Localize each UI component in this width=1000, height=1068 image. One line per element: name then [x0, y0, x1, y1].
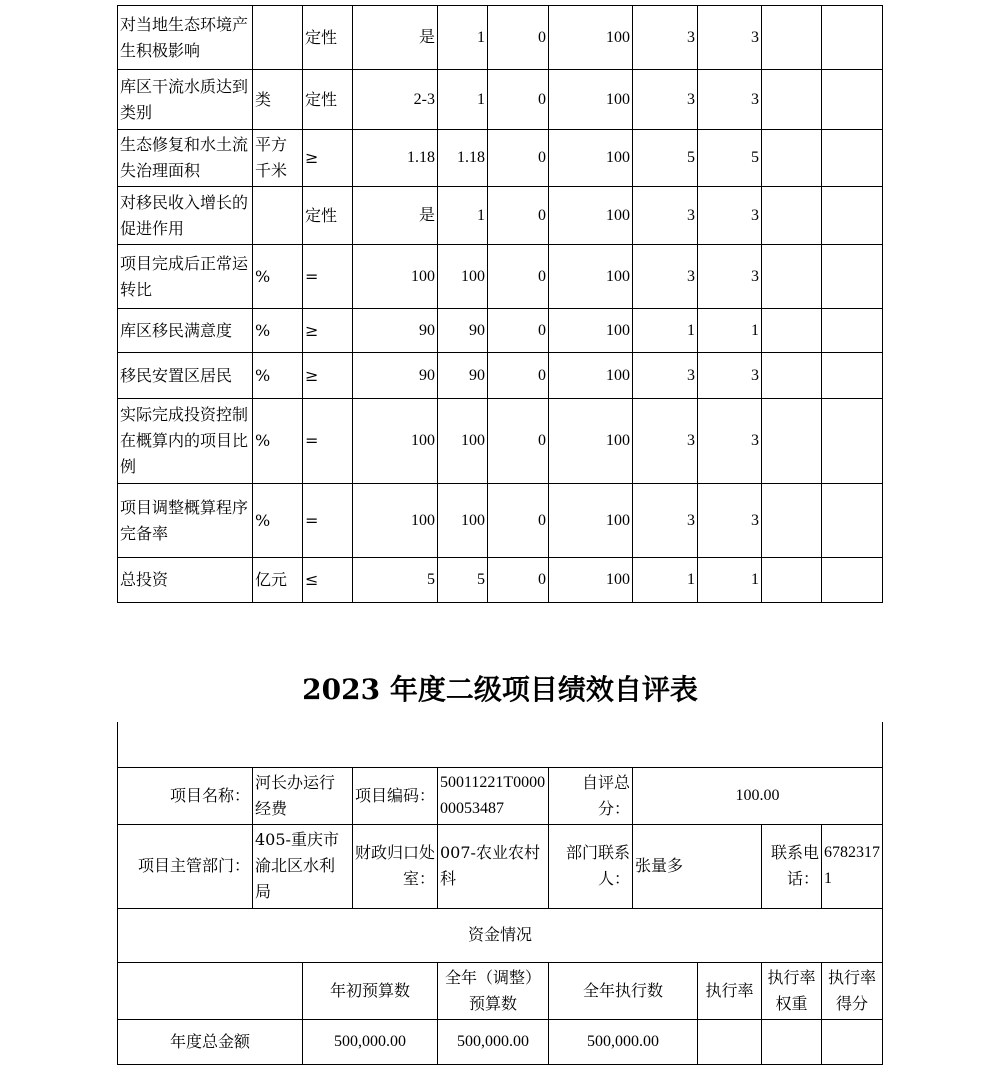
indicator-actual: 90	[438, 353, 488, 399]
indicator-operator: 定性	[303, 70, 353, 130]
indicator-empty-cell	[762, 245, 822, 309]
indicator-score: 3	[698, 484, 762, 558]
indicator-row	[118, 245, 883, 309]
indicator-actual: 90	[438, 309, 488, 353]
indicator-operator: =	[303, 245, 353, 309]
indicator-score: 1	[698, 558, 762, 603]
indicator-name: 对移民收入增长的促进作用	[118, 187, 253, 245]
indicator-table	[117, 5, 883, 603]
indicator-deviation: 0	[488, 309, 549, 353]
indicator-unit	[253, 6, 303, 70]
indicator-operator: =	[303, 399, 353, 484]
page-title: 2023 年度二级项目绩效自评表	[302, 673, 698, 706]
indicator-actual: 1	[438, 70, 488, 130]
office-value: 007-农业农村科	[438, 824, 549, 908]
indicator-empty-cell	[822, 353, 883, 399]
indicator-empty-cell	[822, 309, 883, 353]
indicator-weight: 3	[633, 6, 698, 70]
header-initial: 年初预算数	[303, 962, 438, 1019]
funds-section-row	[118, 908, 883, 962]
indicator-score: 5	[698, 130, 762, 187]
indicator-score: 3	[698, 353, 762, 399]
indicator-empty-cell	[762, 130, 822, 187]
indicator-row	[118, 130, 883, 187]
indicator-operator: 定性	[303, 6, 353, 70]
indicator-target: 90	[353, 353, 438, 399]
indicator-target: 是	[353, 6, 438, 70]
indicator-weight: 3	[633, 353, 698, 399]
indicator-unit: %	[253, 245, 303, 309]
indicator-actual: 100	[438, 399, 488, 484]
indicator-unit: %	[253, 353, 303, 399]
indicator-empty-cell	[822, 130, 883, 187]
indicator-empty-cell	[822, 245, 883, 309]
indicator-actual: 5	[438, 558, 488, 603]
project-row-2	[118, 824, 883, 908]
indicator-weight: 1	[633, 309, 698, 353]
total-score: 100.00	[633, 767, 883, 824]
indicator-empty-cell	[762, 484, 822, 558]
indicator-target: 1.18	[353, 130, 438, 187]
indicator-unit: %	[253, 484, 303, 558]
office-label: 财政归口处室：	[353, 824, 438, 908]
indicator-score: 3	[698, 187, 762, 245]
header-weight: 执行率权重	[762, 962, 822, 1019]
indicator-actual: 100	[438, 484, 488, 558]
contact-value: 张量多	[633, 824, 762, 908]
indicator-row	[118, 353, 883, 399]
project-code: 50011221T000000053487	[438, 767, 549, 824]
indicator-rate: 100	[549, 353, 633, 399]
indicator-unit	[253, 187, 303, 245]
indicator-target: 2-3	[353, 70, 438, 130]
indicator-deviation: 0	[488, 399, 549, 484]
funds-total-row	[118, 1019, 883, 1064]
indicator-unit: 类	[253, 70, 303, 130]
indicator-rate: 100	[549, 309, 633, 353]
project-table	[117, 722, 883, 1065]
indicator-empty-cell	[822, 187, 883, 245]
indicator-rate: 100	[549, 187, 633, 245]
indicator-empty-cell	[762, 187, 822, 245]
project-row-1	[118, 767, 883, 824]
indicator-name: 总投资	[118, 558, 253, 603]
indicator-name: 项目调整概算程序完备率	[118, 484, 253, 558]
indicator-empty-cell	[762, 353, 822, 399]
indicator-weight: 1	[633, 558, 698, 603]
indicator-target: 100	[353, 399, 438, 484]
indicator-deviation: 0	[488, 353, 549, 399]
indicator-name: 库区干流水质达到类别	[118, 70, 253, 130]
funds-header-row	[118, 962, 883, 1019]
indicator-score: 1	[698, 309, 762, 353]
indicator-row	[118, 70, 883, 130]
indicator-target: 100	[353, 245, 438, 309]
indicator-actual: 1	[438, 6, 488, 70]
funds-initial: 500,000.00	[303, 1019, 438, 1064]
funds-section-title: 资金情况	[118, 908, 883, 962]
indicator-operator: ≥	[303, 309, 353, 353]
indicator-operator: ≥	[303, 353, 353, 399]
contact-label: 部门联系人：	[549, 824, 633, 908]
indicator-rate: 100	[549, 399, 633, 484]
indicator-operator: ≥	[303, 130, 353, 187]
project-name-label: 项目名称：	[118, 767, 253, 824]
indicator-empty-cell	[762, 309, 822, 353]
indicator-target: 是	[353, 187, 438, 245]
indicator-actual: 100	[438, 245, 488, 309]
indicator-row	[118, 399, 883, 484]
indicator-target: 100	[353, 484, 438, 558]
indicator-target: 90	[353, 309, 438, 353]
indicator-name: 实际完成投资控制在概算内的项目比例	[118, 399, 253, 484]
indicator-weight: 3	[633, 245, 698, 309]
indicator-score: 3	[698, 245, 762, 309]
indicator-row	[118, 6, 883, 70]
indicator-deviation: 0	[488, 245, 549, 309]
indicator-name: 项目完成后正常运转比	[118, 245, 253, 309]
indicator-actual: 1.18	[438, 130, 488, 187]
indicator-rate: 100	[549, 245, 633, 309]
indicator-empty-cell	[822, 484, 883, 558]
indicator-row	[118, 558, 883, 603]
indicator-rate: 100	[549, 130, 633, 187]
indicator-unit: %	[253, 309, 303, 353]
indicator-deviation: 0	[488, 484, 549, 558]
indicator-name: 移民安置区居民	[118, 353, 253, 399]
indicator-rate: 100	[549, 558, 633, 603]
funds-adjusted: 500,000.00	[438, 1019, 549, 1064]
indicator-weight: 3	[633, 484, 698, 558]
indicator-operator: 定性	[303, 187, 353, 245]
dept-label: 项目主管部门：	[118, 824, 253, 908]
indicator-empty-cell	[762, 6, 822, 70]
indicator-weight: 5	[633, 130, 698, 187]
header-score: 执行率得分	[822, 962, 883, 1019]
indicator-name: 生态修复和水土流失治理面积	[118, 130, 253, 187]
dept-value: 405-重庆市渝北区水利局	[253, 824, 353, 908]
funds-row-label: 年度总金额	[118, 1019, 303, 1064]
indicator-deviation: 0	[488, 70, 549, 130]
indicator-weight: 3	[633, 70, 698, 130]
indicator-operator: =	[303, 484, 353, 558]
indicator-row	[118, 187, 883, 245]
indicator-deviation: 0	[488, 187, 549, 245]
indicator-deviation: 0	[488, 6, 549, 70]
header-adjusted: 全年（调整）预算数	[438, 962, 549, 1019]
indicator-score: 3	[698, 70, 762, 130]
blank-row	[118, 722, 883, 767]
phone-value: 67823171	[822, 824, 883, 908]
indicator-empty-cell	[822, 558, 883, 603]
project-name: 河长办运行经费	[253, 767, 353, 824]
indicator-unit: %	[253, 399, 303, 484]
indicator-empty-cell	[822, 70, 883, 130]
indicator-row	[118, 484, 883, 558]
header-rate: 执行率	[698, 962, 762, 1019]
indicator-target: 5	[353, 558, 438, 603]
header-exec: 全年执行数	[549, 962, 698, 1019]
indicator-deviation: 0	[488, 130, 549, 187]
indicator-score: 3	[698, 6, 762, 70]
phone-label: 联系电话：	[762, 824, 822, 908]
indicator-row	[118, 309, 883, 353]
indicator-empty-cell	[762, 558, 822, 603]
project-code-label: 项目编码：	[353, 767, 438, 824]
indicator-empty-cell	[822, 399, 883, 484]
indicator-deviation: 0	[488, 558, 549, 603]
funds-exec: 500,000.00	[549, 1019, 698, 1064]
indicator-empty-cell	[822, 6, 883, 70]
indicator-weight: 3	[633, 399, 698, 484]
indicator-name: 库区移民满意度	[118, 309, 253, 353]
indicator-name: 对当地生态环境产生积极影响	[118, 6, 253, 70]
indicator-rate: 100	[549, 70, 633, 130]
indicator-empty-cell	[762, 399, 822, 484]
score-label: 自评总分：	[549, 767, 633, 824]
indicator-unit: 平方千米	[253, 130, 303, 187]
indicator-rate: 100	[549, 6, 633, 70]
indicator-score: 3	[698, 399, 762, 484]
indicator-unit: 亿元	[253, 558, 303, 603]
indicator-actual: 1	[438, 187, 488, 245]
indicator-empty-cell	[762, 70, 822, 130]
indicator-weight: 3	[633, 187, 698, 245]
indicator-rate: 100	[549, 484, 633, 558]
indicator-operator: ≤	[303, 558, 353, 603]
